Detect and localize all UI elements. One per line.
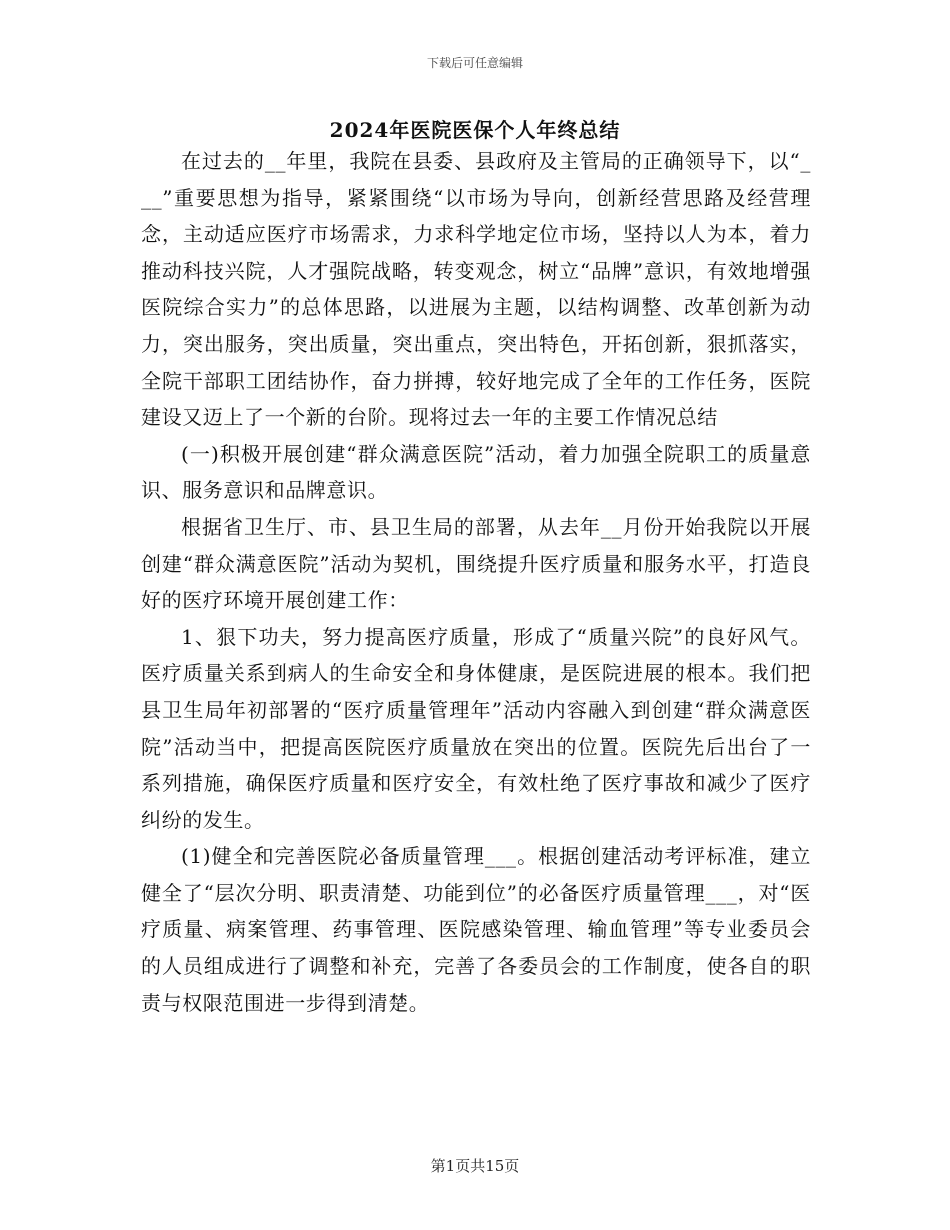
paragraph-subitem-one: (1)健全和完善医院必备质量管理___。根据创建活动考评标准，建立健全了“层次分明、职责清楚、功能到位”的必备医疗质量管理___，对“医疗质量、病案管理、药事管理、医院感染管理、输血管理”等专业委员会的人员组成进行了调整和补充，完善了各委员会的工作制度，使各自的职责与权限范围进一步得到清楚。: [141, 844, 811, 1015]
header-note: 下载后可任意编辑: [426, 56, 523, 70]
document-title: 2024年医院医保个人年终总结: [329, 118, 621, 142]
paragraph-item-one: 1、狠下功夫，努力提高医疗质量，形成了“质量兴院”的良好风气。医疗质量关系到病人的生命安全和身体健康，是医院进展的根本。我们把县卫生局年初部署的“医疗质量管理年”活动内容融入到创建“群众满意医院”活动当中，把提高医院医疗质量放在突出的位置。医院先后出台了一系列措施，确保医疗质量和医疗安全，有效杜绝了医疗事故和减少了医疗纠纷的发生。: [141, 624, 811, 832]
paragraph-deployment: 根据省卫生厅、市、县卫生局的部署，从去年__月份开始我院以开展创建“群众满意医院”活动为契机，围绕提升医疗质量和服务水平，打造良好的医疗环境开展创建工作：: [141, 514, 811, 613]
document-body: [141, 143, 811, 1021]
paragraph-section-one: (一)积极开展创建“群众满意医院”活动，着力加强全院职工的质量意识、服务意识和品牌意识。: [141, 441, 811, 503]
page-number: 第1页共15页: [430, 1157, 520, 1175]
paragraph-intro: 在过去的__年里，我院在县委、县政府及主管局的正确领导下，以“___”重要思想为指导，紧紧围绕“以市场为导向，创新经营思路及经营理念，主动适应医疗市场需求，力求科学地定位市场，坚持以人为本，着力推动科技兴院，人才强院战略，转变观念，树立“品牌”意识，有效地增强医院综合实力”的总体思路，以进展为主题，以结构调整、改革创新为动力，突出服务，突出质量，突出重点，突出特色，开拓创新，狠抓落实，全院干部职工团结协作，奋力拼搏，较好地完成了全年的工作任务，医院建设又迈上了一个新的台阶。现将过去一年的主要工作情况总结: [141, 149, 811, 430]
